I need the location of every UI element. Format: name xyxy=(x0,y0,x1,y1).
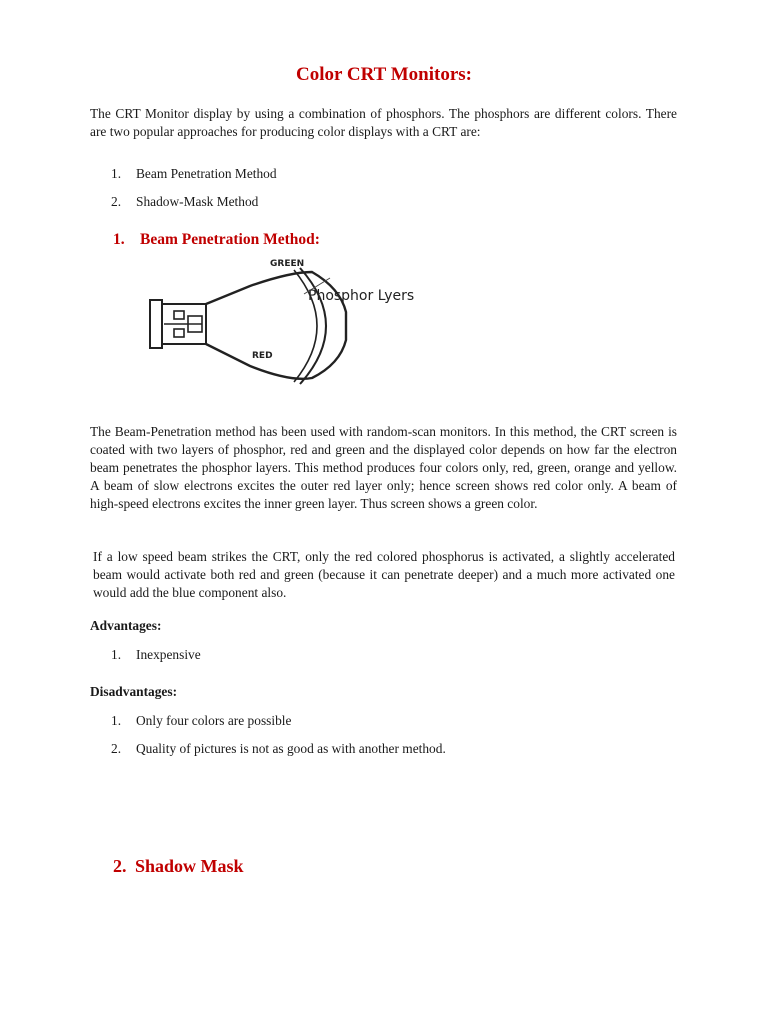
intro-paragraph: The CRT Monitor display by using a combination of phosphors. The phosphors are different colors. There are two popular approaches for producing color displays with a CRT are: xyxy=(90,106,677,139)
list-text: Inexpensive xyxy=(136,647,201,662)
crt-beam-penetration-figure xyxy=(140,248,430,406)
beam-speed-paragraph: If a low speed beam strikes the CRT, only the red colored phosphorus is activated, a slightly accelerated beam would activate both red and green (because it can penetrate deeper) and a much more activated one would add the blue component also. xyxy=(93,549,675,600)
list-text: Beam Penetration Method xyxy=(136,166,277,181)
list-number: 2. xyxy=(111,194,122,209)
advantages-label: Advantages: xyxy=(90,618,162,633)
label-red: RED xyxy=(252,351,273,361)
list-text: Only four colors are possible xyxy=(136,713,292,728)
list-text: Shadow-Mask Method xyxy=(136,194,259,209)
list-number: 1. xyxy=(111,647,122,662)
heading-text: Shadow Mask xyxy=(135,856,244,876)
heading-number: 1. xyxy=(113,231,125,248)
list-number: 1. xyxy=(111,713,122,728)
list-number: 1. xyxy=(111,166,122,181)
list-number: 2. xyxy=(111,741,122,756)
heading-text: Beam Penetration Method: xyxy=(140,231,320,248)
list-text: Quality of pictures is not as good as with another method. xyxy=(136,741,446,756)
label-green: GREEN xyxy=(270,259,305,269)
beam-penetration-paragraph: The Beam-Penetration method has been used with random-scan monitors. In this method, the CRT screen is coated with two layers of phosphor, red and green and the displayed color depends on how far the electron beam penetrates the phosphor layers. This method produces four colors only, red, green, orange and yellow. A beam of slow electrons excites the outer red layer only; hence screen shows red color only. A beam of high-speed electrons excites the inner green layer. Thus screen shows a green color. xyxy=(90,424,677,511)
page-title: Color CRT Monitors: xyxy=(296,64,472,85)
heading-number: 2. xyxy=(113,856,127,876)
gun-base-shape xyxy=(150,300,162,348)
disadvantages-label: Disadvantages: xyxy=(90,684,178,699)
label-phosphor-layers: Phosphor Lyers xyxy=(308,288,415,304)
crt-diagram xyxy=(140,248,430,406)
